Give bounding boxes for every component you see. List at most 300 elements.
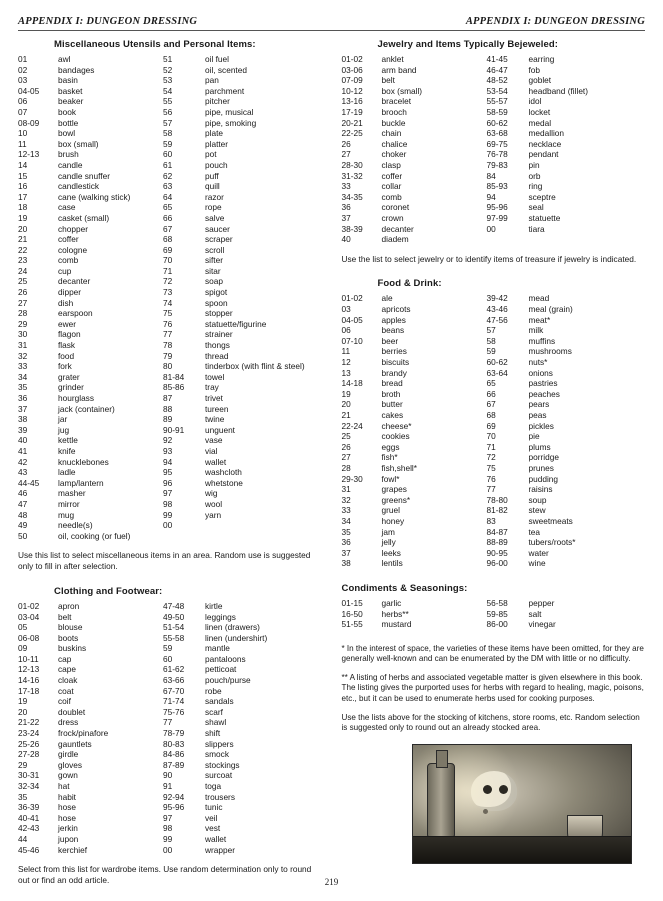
table-row-item: apron <box>58 600 80 611</box>
table-row-range: 54 <box>163 85 173 96</box>
table-row-item: arm band <box>381 64 417 75</box>
table-row-item: thongs <box>205 340 230 351</box>
table-row-range: 77 <box>163 717 173 728</box>
table-row-range: 46 <box>18 488 28 499</box>
clothing-half-a <box>18 601 163 855</box>
table-row-item: broth <box>381 388 401 399</box>
table-row-range: 65 <box>163 202 173 213</box>
table-row-item: vial <box>205 445 218 456</box>
table-row-item: tinderbox (with flint & steel) <box>205 361 305 372</box>
table-row-item: needle(s) <box>58 520 93 531</box>
condiments-block <box>342 583 646 630</box>
table-row-item: coat <box>58 685 74 696</box>
table-row-range: 03-06 <box>341 64 363 75</box>
jewelry-heading: Jewelry and Items Typically Bejeweled: <box>377 39 559 50</box>
table-row-item: bottle <box>58 117 79 128</box>
table-row-range: 23 <box>18 255 28 266</box>
table-row-range: 41-45 <box>486 54 508 64</box>
table-row-range: 11 <box>341 346 351 357</box>
table-row-range: 01 <box>18 54 28 64</box>
table-row-range: 56-58 <box>486 597 508 608</box>
table-row-range: 69 <box>486 420 496 431</box>
table-row-item: doublet <box>58 706 86 717</box>
condiments-half-a <box>342 598 487 630</box>
table-row-range: 61-62 <box>163 664 185 675</box>
table-row-range: 58 <box>163 128 173 139</box>
table-row-range: 48-52 <box>486 75 508 86</box>
table-row-item: nuts* <box>528 357 548 368</box>
table-row-item: decanter <box>381 223 414 234</box>
table-row-range: 94 <box>486 191 496 202</box>
table-row-item: veil <box>205 812 218 823</box>
food-name-col-b <box>529 293 639 568</box>
misc-name-col-a <box>58 54 163 541</box>
table-row-range: 46-47 <box>486 64 508 75</box>
table-row-range: 21 <box>18 234 28 245</box>
table-row-item: cape <box>58 664 76 675</box>
table-row-range: 33 <box>341 505 351 516</box>
table-row-range: 23-24 <box>18 728 40 739</box>
table-row-item: candlestick <box>58 181 100 192</box>
table-row-range: 76-78 <box>486 149 508 160</box>
table-row-item: medallion <box>528 128 565 139</box>
table-row-range: 15 <box>18 170 28 181</box>
table-row-range: 19 <box>18 696 28 707</box>
table-row-range: 56 <box>163 106 173 117</box>
table-row-range: 22-24 <box>341 420 363 431</box>
table-row-item: mustard <box>381 619 412 630</box>
food-range-col-a <box>342 293 382 568</box>
table-row-item: muffins <box>528 335 556 346</box>
table-row-range: 14-18 <box>341 378 363 389</box>
table-row-item: lentils <box>381 558 403 569</box>
table-row-range: 88-89 <box>486 537 508 548</box>
table-row-item: anklet <box>381 54 404 64</box>
clothing-name-col-a <box>58 601 163 855</box>
table-row-range: 78-80 <box>486 494 508 505</box>
table-row-range: 72 <box>163 276 173 287</box>
table-row-item: jug <box>58 424 70 435</box>
table-row-range: 95-96 <box>486 202 508 213</box>
table-row-item: cap <box>58 653 72 664</box>
table-row-item: belt <box>58 611 72 622</box>
table-row-item: locket <box>528 106 551 117</box>
table-row-range: 91 <box>163 781 173 791</box>
table-row-range: 79 <box>163 350 173 361</box>
table-row-range: 57 <box>486 325 496 336</box>
table-row-item: jupon <box>58 833 79 844</box>
table-row-range: 36-39 <box>18 802 40 813</box>
table-row-range: 17-19 <box>341 106 363 117</box>
table-row-item: butter <box>381 399 403 410</box>
table-row-item: platter <box>205 138 229 149</box>
jewelry-name-col-a <box>382 54 487 245</box>
table-row-range: 27 <box>18 297 28 308</box>
table-row-range: 37 <box>18 403 28 414</box>
table-row-item: tray <box>205 382 219 393</box>
table-row-range: 07 <box>18 106 28 117</box>
table-row-item: toga <box>205 781 222 791</box>
table-row-item: choker <box>381 149 407 160</box>
table-row-item: scraper <box>205 234 233 245</box>
table-row-item: leggings <box>205 611 236 622</box>
table-row-item: smock <box>205 749 229 760</box>
table-row-range: 98 <box>163 823 173 834</box>
table-row-range: 26 <box>18 287 28 298</box>
food-block <box>342 278 646 568</box>
table-row-range: 02 <box>18 64 28 75</box>
left-column <box>18 39 322 900</box>
table-row-item: gloves <box>58 759 82 770</box>
table-row-range: 17-18 <box>18 685 40 696</box>
table-row-range: 96-00 <box>486 558 508 569</box>
clothing-table <box>18 601 322 855</box>
table-row-range: 73 <box>163 287 173 298</box>
table-row-item: hat <box>58 781 70 791</box>
illustration-still-life <box>412 744 632 864</box>
table-row-range: 25 <box>341 431 351 442</box>
table-row-range: 10-12 <box>341 85 363 96</box>
table-row-range: 71 <box>163 265 173 276</box>
table-row-range: 38 <box>341 558 351 569</box>
table-row-item: fish,shell* <box>381 462 418 473</box>
table-row-range: 36 <box>341 202 351 213</box>
table-row-item: brush <box>58 149 79 160</box>
table-row-item: grinder <box>58 382 84 393</box>
table-row-range: 72 <box>486 452 496 463</box>
table-row-range: 21-22 <box>18 717 40 728</box>
table-row-item: ale <box>381 293 393 304</box>
table-row-range: 76 <box>163 318 173 329</box>
table-row-item: basin <box>58 75 78 86</box>
table-row-range: 59 <box>486 346 496 357</box>
table-row-range: 51 <box>163 54 173 64</box>
table-row-range: 96 <box>163 477 173 488</box>
table-row-range: 50 <box>18 530 28 541</box>
table-row-item: pot <box>205 149 217 160</box>
table-row-range: 80 <box>163 361 173 372</box>
misc-range-col-b <box>163 54 205 541</box>
table-row-range: 06-08 <box>18 632 40 643</box>
table-row-range: 01-15 <box>341 597 363 608</box>
table-row-range: 93 <box>163 445 173 456</box>
table-row-range: 22 <box>18 244 28 255</box>
table-row-range: 01-02 <box>18 600 40 611</box>
table-row-range: 10-11 <box>18 653 39 664</box>
table-row-item: hourglass <box>58 393 94 403</box>
table-row-range: 75 <box>486 462 496 473</box>
table-row-range: 67-70 <box>163 685 185 696</box>
table-row-item: jerkin <box>58 823 78 834</box>
table-row-range: 30-31 <box>18 770 40 781</box>
table-row-item: necklace <box>528 138 562 149</box>
table-row-item: stopper <box>205 308 233 319</box>
table-row-range: 81-84 <box>163 371 185 382</box>
table-row-range: 32 <box>341 494 351 505</box>
table-row-range: 85-86 <box>163 382 185 393</box>
table-row-range: 36 <box>341 537 351 548</box>
table-row-range: 35 <box>18 382 28 393</box>
table-row-item: cookies <box>381 431 410 442</box>
table-row-item: fish* <box>381 452 398 463</box>
table-row-item: wig <box>205 488 218 499</box>
table-row-range: 00 <box>163 520 173 531</box>
table-row-range: 32-34 <box>18 781 40 791</box>
table-row-item: biscuits <box>381 357 410 368</box>
condiments-name-col-b <box>529 598 639 630</box>
table-row-range: 29 <box>18 759 28 770</box>
footnote-usage: Use the lists above for the stocking of kitchens, store rooms, etc. Random selection is suggested only to round out an already stocked area. <box>341 712 640 733</box>
table-row-item: tureen <box>205 403 229 414</box>
table-row-item: ladle <box>58 467 76 478</box>
table-row-range: 81-82 <box>486 505 508 516</box>
table-row-item: candle snuffer <box>58 170 110 181</box>
table-row-range: 99 <box>163 509 173 520</box>
table-row-item: awl <box>58 54 71 64</box>
table-row-item: knucklebones <box>58 456 109 467</box>
table-row-item: pouch <box>205 159 228 170</box>
table-row-item: pie <box>528 431 540 442</box>
table-row-range: 25 <box>18 276 28 287</box>
table-row-item: bread <box>381 378 403 389</box>
condiments-name-col-a <box>382 598 487 630</box>
table-row-item: diadem <box>381 234 409 245</box>
table-row-range: 37 <box>341 547 351 558</box>
table-row-item: porridge <box>528 452 559 463</box>
table-row-item: coffer <box>381 170 403 181</box>
table-row-range: 39-42 <box>486 293 508 304</box>
table-row-range: 98 <box>163 498 173 509</box>
table-row-item: clasp <box>381 159 401 170</box>
table-row-item: wool <box>205 498 223 509</box>
table-row-item: boots <box>58 632 79 643</box>
table-row-range: 95-96 <box>163 802 185 813</box>
table-row-range: 64 <box>163 191 173 202</box>
table-row-item: onions <box>528 367 553 378</box>
table-row-range: 11 <box>18 138 27 149</box>
condiments-range-col-a <box>342 598 382 630</box>
table-row-item: cheese* <box>381 420 412 431</box>
table-row-item: towel <box>205 371 225 382</box>
table-row-item: rope <box>205 202 222 213</box>
table-row-range: 40-41 <box>18 812 40 823</box>
table-row-range: 53 <box>163 75 173 86</box>
table-row-item: wine <box>528 558 546 569</box>
table-row-range: 20 <box>341 399 351 410</box>
table-row-item: salt <box>528 608 542 619</box>
table-row-item: meat* <box>528 314 551 325</box>
table-row-range: 04-05 <box>18 85 40 96</box>
table-row-range: 33 <box>341 181 351 192</box>
table-row-range: 30 <box>18 329 28 340</box>
table-row-range: 83 <box>486 515 496 526</box>
table-row-item: sandals <box>205 696 234 707</box>
clothing-range-col-b <box>163 601 205 855</box>
illustration-table-edge <box>413 836 631 863</box>
table-row-item: lamp/lantern <box>58 477 104 488</box>
table-row-item: vase <box>205 435 223 446</box>
table-row-item: pastries <box>528 378 558 389</box>
table-row-item: milk <box>528 325 544 336</box>
table-row-item: cologne <box>58 244 88 255</box>
table-row-range: 76 <box>486 473 496 484</box>
table-row-range: 53-54 <box>486 85 508 96</box>
table-row-range: 71 <box>486 441 496 452</box>
clothing-range-col-a <box>18 601 58 855</box>
table-row-item: coif <box>58 696 71 707</box>
table-row-item: statuette/figurine <box>205 318 267 329</box>
table-row-item: soap <box>205 276 223 287</box>
table-row-range: 87 <box>163 393 173 403</box>
table-row-item: bracelet <box>381 96 412 107</box>
table-row-item: buckle <box>381 117 406 128</box>
table-row-item: razor <box>205 191 224 202</box>
table-row-range: 51-54 <box>163 622 185 633</box>
table-row-item: pouch/purse <box>205 675 251 686</box>
table-row-range: 59 <box>163 643 173 654</box>
table-row-item: fork <box>58 361 72 372</box>
food-name-col-a <box>382 293 487 568</box>
table-row-item: case <box>58 202 76 213</box>
table-row-item: kettle <box>58 435 78 446</box>
table-row-range: 69-75 <box>486 138 508 149</box>
table-row-range: 84-87 <box>486 526 508 537</box>
table-row-item: pears <box>528 399 550 410</box>
table-row-range: 59 <box>163 138 173 149</box>
table-row-item: wallet <box>205 456 227 467</box>
jewelry-table <box>342 54 646 245</box>
table-row-item: spigot <box>205 287 228 298</box>
illustration-bottle <box>427 763 455 837</box>
table-row-range: 07-10 <box>341 335 363 346</box>
table-row-item: tubers/roots* <box>528 537 576 548</box>
table-row-item: beans <box>381 325 405 336</box>
table-row-range: 60-62 <box>486 117 508 128</box>
table-row-item: mantle <box>205 643 230 654</box>
table-row-range: 14 <box>18 159 28 170</box>
table-row-range: 25-26 <box>18 738 40 749</box>
table-row-item: parchment <box>205 85 245 96</box>
table-row-item: chopper <box>58 223 88 234</box>
table-row-item: oil fuel <box>205 54 229 64</box>
table-row-range: 60-62 <box>486 357 508 368</box>
table-row-range: 06 <box>341 325 351 336</box>
table-row-range: 63-66 <box>163 675 185 686</box>
misc-items-block <box>18 39 322 572</box>
table-row-range: 62 <box>163 170 173 181</box>
food-table <box>342 293 646 568</box>
table-row-range: 19 <box>341 388 351 399</box>
table-row-item: whetstone <box>205 477 243 488</box>
table-row-item: bandages <box>58 64 95 75</box>
table-row-item: puff <box>205 170 219 181</box>
clothing-note: Select from this list for wardrobe items. Use random determination only to round out or find an odd article. <box>18 864 312 885</box>
table-row-range: 78 <box>163 340 173 351</box>
table-row-item: coffer <box>58 234 79 245</box>
table-row-range: 27-28 <box>18 749 40 760</box>
table-row-item: saucer <box>205 223 230 234</box>
table-row-range: 03 <box>18 75 28 86</box>
table-row-item: dish <box>58 297 74 308</box>
table-row-item: girdle <box>58 749 79 760</box>
table-row-item: food <box>58 350 75 361</box>
table-row-range: 27 <box>341 149 351 160</box>
table-row-item: pipe, smoking <box>205 117 257 128</box>
food-heading: Food & Drink: <box>377 278 442 290</box>
table-row-item: buskins <box>58 643 87 654</box>
table-row-item: berries <box>381 346 407 357</box>
table-row-item: oil, cooking (or fuel) <box>58 530 131 541</box>
table-row-range: 44 <box>18 833 28 844</box>
table-row-range: 49-50 <box>163 611 185 622</box>
table-row-item: habit <box>58 791 76 802</box>
two-column-layout <box>18 39 645 900</box>
table-row-item: vinegar <box>528 619 556 630</box>
table-row-range: 80-83 <box>163 738 185 749</box>
table-row-range: 63-68 <box>486 128 508 139</box>
table-row-range: 24 <box>18 265 28 276</box>
table-row-range: 26 <box>341 441 351 452</box>
table-row-item: slippers <box>205 738 234 749</box>
table-row-item: frock/pinafore <box>58 728 109 739</box>
table-row-item: hose <box>58 802 76 813</box>
table-row-range: 20-21 <box>341 117 363 128</box>
table-row-item: jack (container) <box>58 403 115 414</box>
table-row-range: 00 <box>163 844 173 855</box>
table-row-item: hose <box>58 812 76 823</box>
footnote-double-asterisk: ** A listing of herbs and associated vegetable matter is given elsewhere in this book. The listing gives the purported uses for herbs with regard to healing, magic, poisons, etc., but it can be used to enumerate herbs used for cooking purposes. <box>341 672 644 704</box>
table-row-item: orb <box>528 170 541 181</box>
misc-items-half-b <box>163 54 315 541</box>
table-row-item: pipe, musical <box>205 106 254 117</box>
table-row-item: candle <box>58 159 83 170</box>
table-row-item: yarn <box>205 509 222 520</box>
misc-items-heading: Miscellaneous Utensils and Personal Items: <box>54 39 256 50</box>
table-row-item: honey <box>381 515 405 526</box>
table-row-range: 99 <box>163 833 173 844</box>
table-row-item: brandy <box>381 367 407 378</box>
table-row-range: 47-56 <box>486 314 508 325</box>
table-row-range: 41 <box>18 445 28 456</box>
table-row-range: 77 <box>486 484 496 495</box>
table-row-item: salve <box>205 212 225 223</box>
table-row-range: 03 <box>341 304 351 315</box>
table-row-range: 14-16 <box>18 675 40 686</box>
table-row-range: 90-91 <box>163 424 185 435</box>
table-row-item: chain <box>381 128 402 139</box>
table-row-item: petticoat <box>205 664 237 675</box>
table-row-item: meal (grain) <box>528 304 573 315</box>
table-row-item: ewer <box>58 318 76 329</box>
table-row-range: 31 <box>341 484 351 495</box>
table-row-range: 61 <box>163 159 173 170</box>
jewelry-name-col-b <box>529 54 639 245</box>
table-row-item: scarf <box>205 706 223 717</box>
table-row-item: goblet <box>528 75 552 86</box>
table-row-item: comb <box>58 255 79 266</box>
table-row-item: tiara <box>528 223 545 234</box>
table-row-item: cakes <box>381 410 404 421</box>
table-row-item: headband (fillet) <box>528 85 589 96</box>
table-row-item: stew <box>528 505 546 516</box>
table-row-range: 51-55 <box>341 619 363 630</box>
jewelry-block <box>342 39 646 264</box>
table-row-item: gruel <box>381 505 400 516</box>
table-row-item: plums <box>528 441 551 452</box>
table-row-range: 58 <box>486 335 496 346</box>
table-row-item: shawl <box>205 717 227 728</box>
table-row-item: earspoon <box>58 308 93 319</box>
